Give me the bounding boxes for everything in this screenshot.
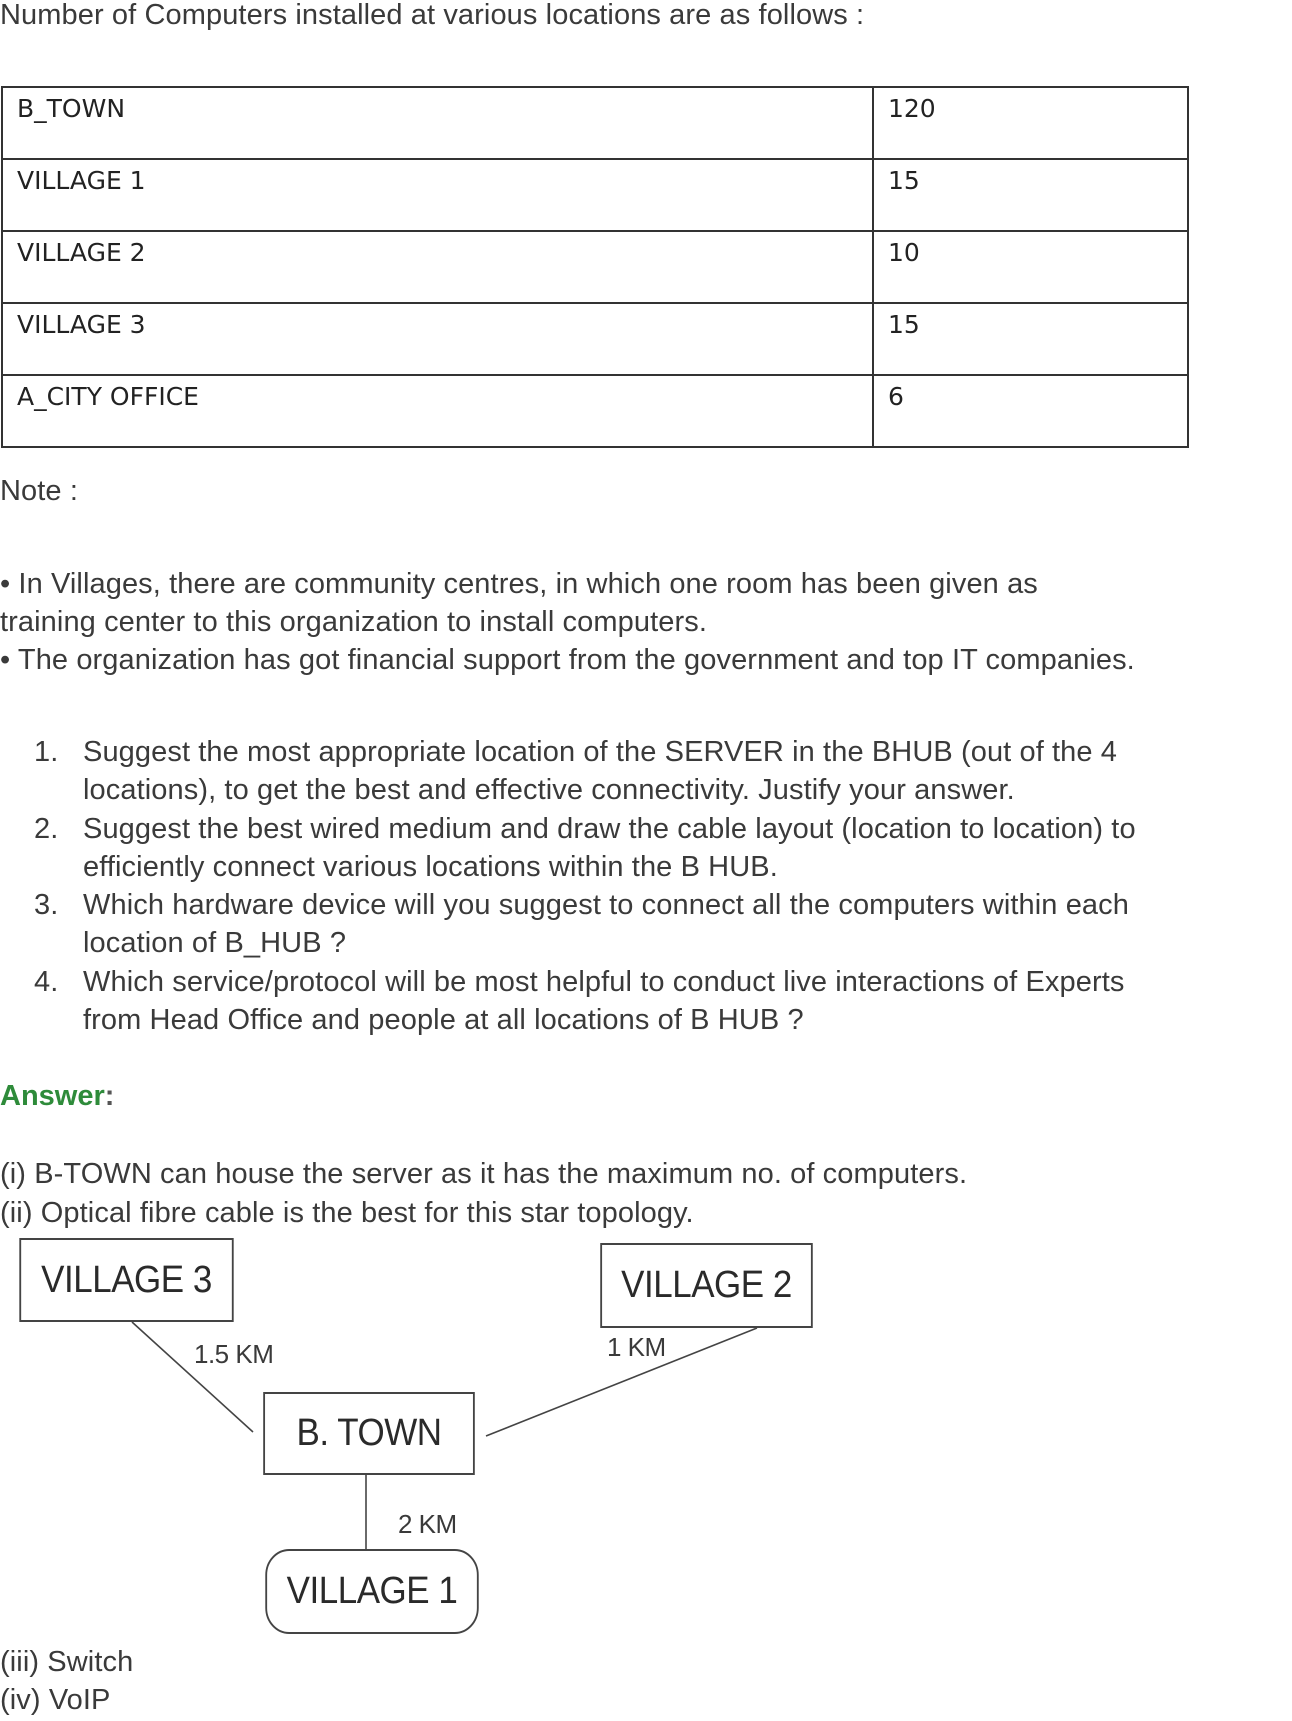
answer-heading-text: Answer	[0, 1080, 105, 1112]
count-cell: 120	[873, 87, 1188, 159]
count-cell: 15	[873, 303, 1188, 375]
location-cell: VILLAGE 3	[2, 303, 873, 375]
answer-item: (iii) Switch	[0, 1646, 134, 1678]
note-heading: Note :	[0, 475, 78, 507]
node-village-1: VILLAGE 1	[265, 1549, 478, 1634]
question-line: efficiently connect various locations within the B HUB.	[83, 851, 778, 883]
question-line: Suggest the best wired medium and draw the cable layout (location to location) to	[83, 813, 1136, 845]
answer-colon: :	[104, 1080, 115, 1112]
location-cell: B_TOWN	[2, 87, 873, 159]
count-cell: 6	[873, 375, 1188, 447]
location-cell: A_CITY OFFICE	[2, 375, 873, 447]
node-village-2: VILLAGE 2	[600, 1243, 813, 1328]
intro-text: Number of Computers installed at various locations are as follows :	[0, 0, 865, 31]
answer-item: (i) B-TOWN can house the server as it has the maximum no. of computers.	[0, 1158, 968, 1190]
question-line: from Head Office and people at all locations of B HUB ?	[83, 1004, 804, 1036]
note-bullet-continuation: training center to this organization to install computers.	[0, 606, 707, 638]
question-line: Which hardware device will you suggest to connect all the computers within each	[83, 889, 1129, 921]
location-cell: VILLAGE 2	[2, 231, 873, 303]
count-cell: 15	[873, 159, 1188, 231]
note-bullet: • The organization has got financial support from the government and top IT companies.	[0, 644, 1135, 676]
question-line: locations), to get the best and effective connectivity. Justify your answer.	[83, 774, 1015, 806]
answer-item: (ii) Optical fibre cable is the best for this star topology.	[0, 1197, 694, 1229]
node-village-3: VILLAGE 3	[19, 1238, 233, 1322]
edge-label-village2-btown: 1 KM	[607, 1332, 666, 1362]
question-number: 1.	[34, 736, 59, 768]
question-line: Suggest the most appropriate location of the SERVER in the BHUB (out of the 4	[83, 736, 1118, 768]
question-number: 2.	[34, 813, 59, 845]
location-cell: VILLAGE 1	[2, 159, 873, 231]
count-cell: 10	[873, 231, 1188, 303]
edge-label-village1-btown: 2 KM	[398, 1509, 457, 1539]
note-bullet: • In Villages, there are community centres, in which one room has been given as	[0, 568, 1038, 600]
question-number: 3.	[34, 889, 59, 921]
answer-item: (iv) VoIP	[0, 1684, 111, 1716]
question-line: Which service/protocol will be most helpful to conduct live interactions of Experts	[83, 966, 1125, 998]
edge-label-village3-btown: 1.5 KM	[194, 1339, 274, 1369]
question-line: location of B_HUB ?	[83, 927, 347, 959]
question-number: 4.	[34, 966, 59, 998]
node-b-town: B. TOWN	[263, 1392, 475, 1475]
